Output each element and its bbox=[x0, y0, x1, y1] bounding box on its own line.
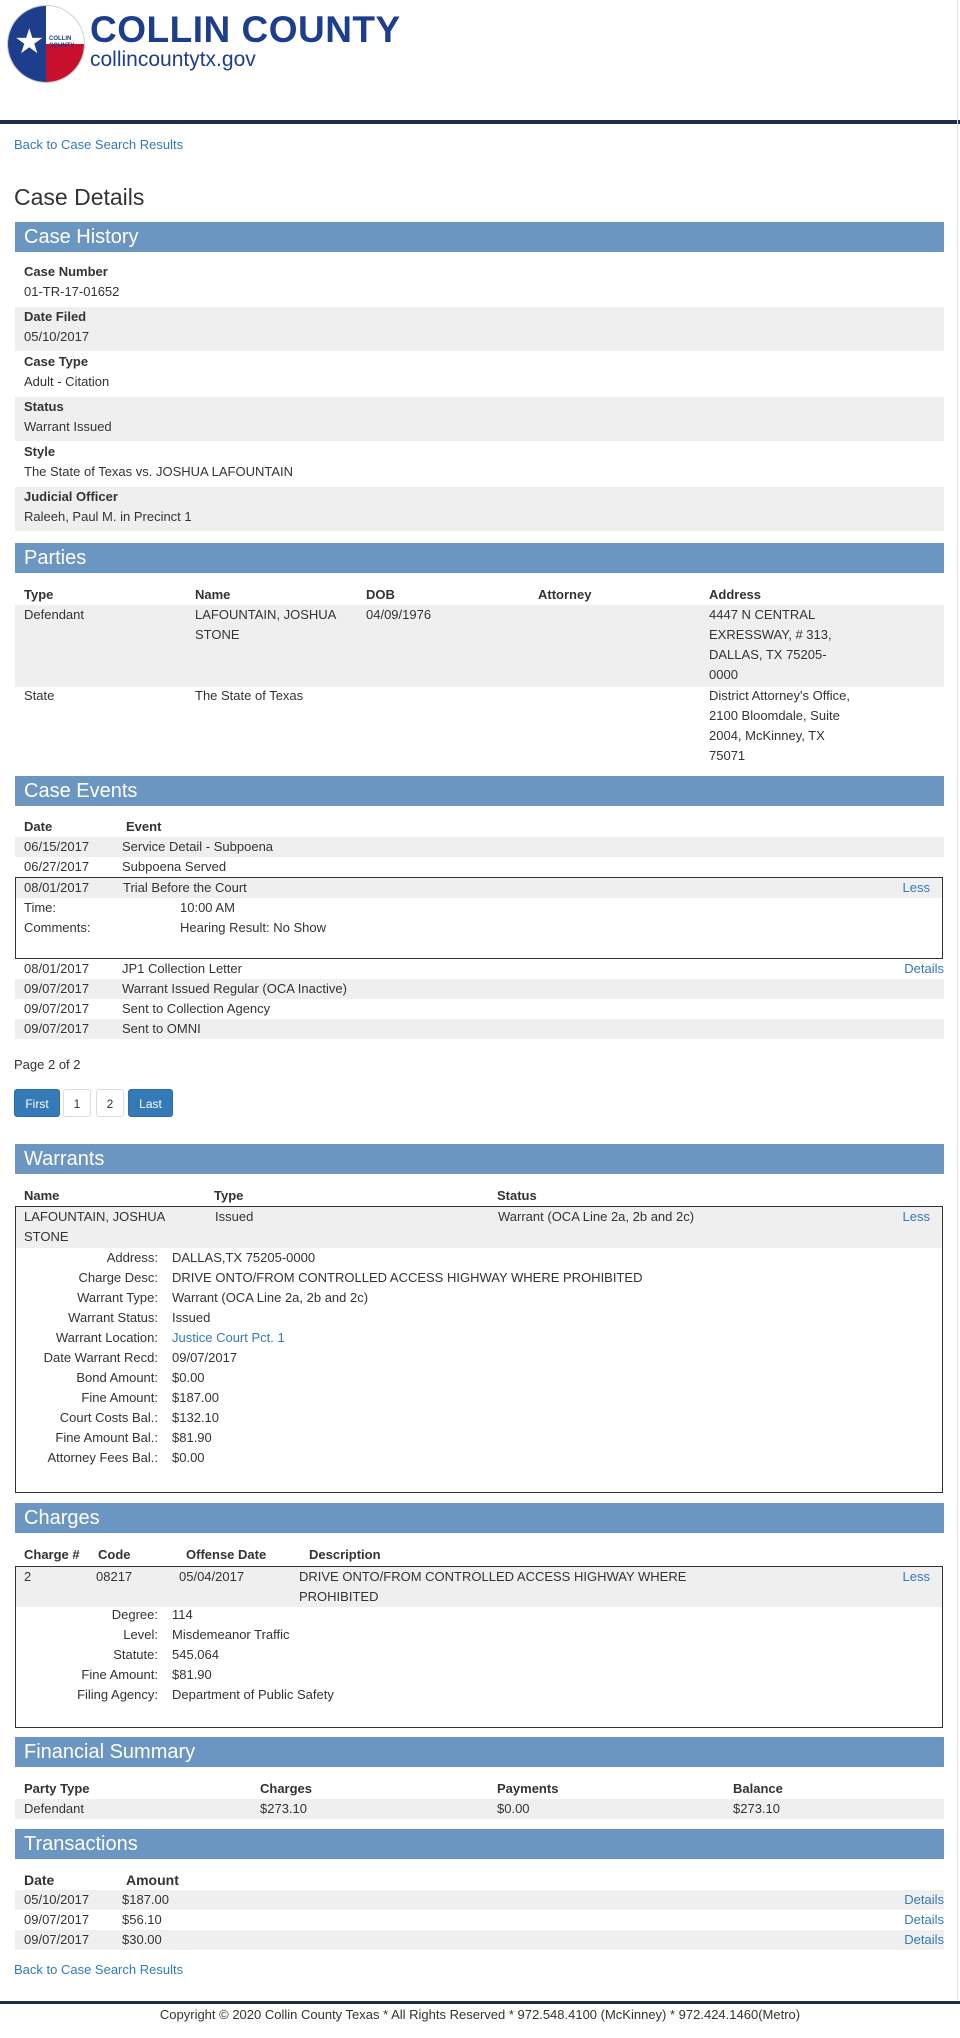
field-date-filed: Date Filed 05/10/2017 bbox=[15, 307, 944, 351]
pager-page-1[interactable]: 1 bbox=[63, 1089, 91, 1117]
field-judicial-officer: Judicial Officer Raleeh, Paul M. in Precinct 1 bbox=[15, 487, 944, 531]
event-name: Warrant Issued Regular (OCA Inactive) bbox=[122, 981, 347, 996]
back-to-results-link-bottom[interactable]: Back to Case Search Results bbox=[14, 1962, 184, 1977]
parties-col-name: Name bbox=[195, 587, 231, 602]
table-row: 09/07/2017 bbox=[24, 1912, 90, 1927]
event-name: Service Detail - Subpoena bbox=[122, 839, 274, 854]
brand-title: COLLIN COUNTY bbox=[90, 9, 401, 50]
charges-header: Charges bbox=[15, 1503, 944, 1533]
txn-col-amount: Amount bbox=[126, 1872, 179, 1888]
event-name: Sent to Collection Agency bbox=[122, 1001, 271, 1016]
case-events-header: Case Events bbox=[15, 776, 944, 806]
field-status: Status Warrant Issued bbox=[15, 397, 944, 441]
fin-col-payments: Payments bbox=[497, 1781, 559, 1796]
charges-col-offense-date: Offense Date bbox=[186, 1547, 267, 1562]
field-style: Style The State of Texas vs. JOSHUA LAFOUNTAIN bbox=[24, 444, 293, 479]
txn-details-link[interactable]: Details bbox=[904, 1892, 944, 1907]
fin-col-party-type: Party Type bbox=[24, 1781, 90, 1796]
warrants-col-type: Type bbox=[214, 1188, 244, 1203]
warrant-expanded: LAFOUNTAIN, JOSHUA STONE Issued Warrant (OCA Line 2a, 2b and 2c) Less bbox=[15, 1206, 943, 1493]
field-case-number: Case Number 01-TR-17-01652 bbox=[24, 264, 120, 299]
warrants-col-name: Name bbox=[24, 1188, 60, 1203]
txn-details-link[interactable]: Details bbox=[904, 1932, 944, 1947]
pager-first-button[interactable]: First bbox=[14, 1089, 60, 1117]
expanded-event: 08/01/2017 Trial Before the Court Less Time: 10:00 AM Comments: Hearing Result: No Show bbox=[15, 877, 943, 959]
event-less-link[interactable]: Less bbox=[902, 880, 930, 895]
event-date: 09/07/2017 bbox=[24, 1021, 90, 1036]
collin-county-logo[interactable]: ★ COLLIN COUNTY bbox=[7, 5, 85, 83]
parties-col-attorney: Attorney bbox=[538, 587, 592, 602]
fin-col-balance: Balance bbox=[733, 1781, 783, 1796]
charge-expanded: 2 08217 05/04/2017 DRIVE ONTO/FROM CONTROLLED ACCESS HIGHWAY WHERE PROHIBITED Less bbox=[15, 1566, 943, 1728]
page-info: Page 2 of 2 bbox=[14, 1057, 81, 1072]
transactions-header: Transactions bbox=[15, 1829, 944, 1859]
event-date: 06/15/2017 bbox=[24, 839, 90, 854]
events-col-date: Date bbox=[24, 819, 53, 834]
star-icon: ★ bbox=[14, 23, 45, 61]
event-date: 09/07/2017 bbox=[24, 981, 90, 996]
parties-col-dob: DOB bbox=[366, 587, 395, 602]
header-divider bbox=[0, 120, 960, 124]
warrants-header: Warrants bbox=[15, 1144, 944, 1174]
pager-page-2[interactable]: 2 bbox=[96, 1089, 124, 1117]
warrant-less-link[interactable]: Less bbox=[902, 1209, 930, 1224]
txn-col-date: Date bbox=[24, 1872, 55, 1888]
charges-col-code: Code bbox=[98, 1547, 131, 1562]
table-row bbox=[15, 1799, 944, 1819]
charges-col-number: Charge # bbox=[24, 1547, 80, 1562]
footer-divider bbox=[0, 2001, 960, 2004]
site-header bbox=[0, 0, 960, 122]
field-case-type: Case Type Adult - Citation bbox=[24, 354, 110, 389]
parties-col-type: Type bbox=[24, 587, 54, 602]
brand-url: collincountytx.gov bbox=[90, 48, 256, 71]
back-to-results-link[interactable]: Back to Case Search Results bbox=[14, 137, 184, 152]
parties-header: Parties bbox=[15, 543, 944, 573]
charge-less-link[interactable]: Less bbox=[902, 1569, 930, 1584]
event-name: Subpoena Served bbox=[122, 859, 227, 874]
event-name: JP1 Collection Letter bbox=[122, 961, 242, 976]
event-date: 06/27/2017 bbox=[24, 859, 90, 874]
table-row: State bbox=[24, 688, 55, 703]
events-col-event: Event bbox=[126, 819, 162, 834]
case-history-header: Case History bbox=[15, 222, 944, 252]
warrant-location-link[interactable]: Justice Court Pct. 1 bbox=[172, 1330, 285, 1345]
event-details-link[interactable]: Details bbox=[904, 961, 944, 976]
event-name: Sent to OMNI bbox=[122, 1021, 201, 1036]
pager-last-button[interactable]: Last bbox=[128, 1089, 173, 1117]
txn-details-link[interactable]: Details bbox=[904, 1912, 944, 1927]
warrants-col-status: Status bbox=[497, 1188, 537, 1203]
event-date: 08/01/2017 bbox=[24, 961, 90, 976]
charges-col-description: Description bbox=[309, 1547, 381, 1562]
event-date: 09/07/2017 bbox=[24, 1001, 90, 1016]
financial-summary-header: Financial Summary bbox=[15, 1737, 944, 1767]
page-title: Case Details bbox=[14, 184, 145, 210]
parties-col-address: Address bbox=[709, 587, 762, 602]
fin-col-charges: Charges bbox=[260, 1781, 313, 1796]
footer-copyright: Copyright © 2020 Collin County Texas * All Rights Reserved * 972.548.4100 (McKinney) * 972.424.1460(Metro) bbox=[159, 2007, 801, 2022]
